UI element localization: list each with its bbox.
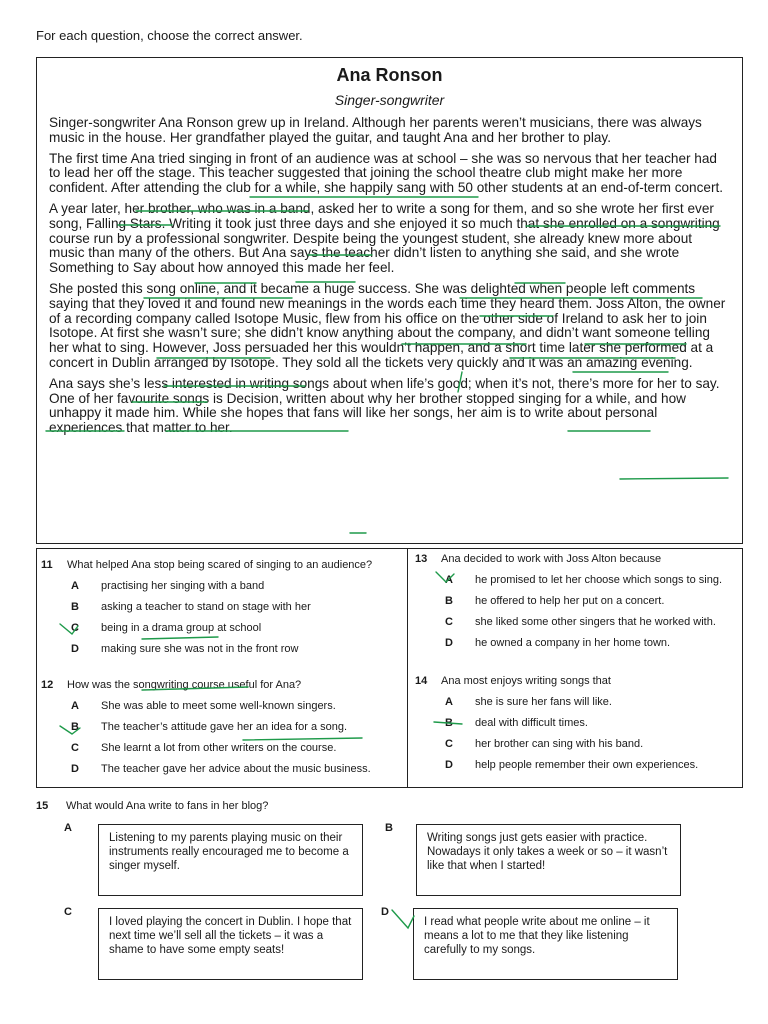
option-text: she liked some other singers that he worked with. xyxy=(475,616,716,628)
option-letter: C xyxy=(71,742,79,754)
question-number: 11 xyxy=(41,559,53,571)
option-a[interactable] xyxy=(415,574,722,586)
option-text: practising her singing with a band xyxy=(101,580,265,592)
option-text: help people remember their own experiences. xyxy=(475,759,699,771)
card-letter-a: A xyxy=(64,822,72,834)
option-text: he promised to let her choose which songs to sing. xyxy=(475,574,723,586)
card-letter-d: D xyxy=(381,906,389,918)
article-paragraph-3: A year later, her brother, who was in a band, asked her to write a song for them, and so she wrote her first ever song, Falling Stars. Writing it took just three days and she enjoyed it so much that she enrolled on a songwriting course run by a professional songwriter. Despite being the youngest student, she already knew more about music than many of the others. But Ana says the teacher didn’t listen to anything she said, and she wrote Something to Say about how annoyed this made her feel. xyxy=(49,200,720,276)
question-text: What would Ana write to fans in her blog? xyxy=(66,800,269,812)
option-letter: A xyxy=(71,580,79,592)
option-letter: A xyxy=(445,696,453,708)
option-d[interactable] xyxy=(415,759,698,771)
article-paragraph-1: Singer-songwriter Ana Ronson grew up in Ireland. Although her parents weren’t musicians, there was always music in the house. Her grandfather played the guitar, and taught Ana and her brother to play. xyxy=(49,115,702,145)
question-number: 14 xyxy=(415,675,428,687)
option-text: he offered to help her put on a concert. xyxy=(475,595,665,607)
answer-card-c[interactable]: I loved playing the concert in Dublin. I hope that next time we’ll sell all the tickets – it was a shame to have some empty seats! xyxy=(98,908,363,980)
card-letter-c: C xyxy=(64,906,72,918)
article-subtitle: Singer-songwriter xyxy=(334,92,445,108)
option-b[interactable] xyxy=(41,721,371,733)
option-text: She was able to meet some well-known singers. xyxy=(101,700,336,712)
option-a[interactable] xyxy=(415,696,698,708)
question-text: What helped Ana stop being scared of singing to an audience? xyxy=(67,559,373,571)
answer-card-a[interactable]: Listening to my parents playing music on their instruments really encouraged me to become a singer myself. xyxy=(98,824,363,896)
question-13 xyxy=(415,553,722,649)
option-letter: D xyxy=(445,637,453,649)
option-c[interactable] xyxy=(415,616,722,628)
option-letter: D xyxy=(445,759,453,771)
option-letter: C xyxy=(71,622,79,634)
option-c[interactable] xyxy=(415,738,698,750)
option-text: She learnt a lot from other writers on the course. xyxy=(101,742,337,754)
option-text: making sure she was not in the front row xyxy=(101,643,299,655)
question-text: Ana decided to work with Joss Alton because xyxy=(441,553,662,565)
article-paragraph-5: Ana says she’s less interested in writing songs about when life’s good; when it’s not, there’s more for her to say. One of her favourite songs is Decision, written about why her brother stopped singing for a while, and how unhappy it made him. While she hopes that fans will like her songs, her aim is to write about personal experiences that matter to her. xyxy=(49,375,720,436)
option-letter: C xyxy=(445,616,453,628)
option-letter: B xyxy=(71,601,79,613)
question-11 xyxy=(41,559,372,655)
option-letter: A xyxy=(445,574,453,586)
question-number: 12 xyxy=(41,679,54,691)
option-d[interactable] xyxy=(415,637,722,649)
option-b[interactable] xyxy=(415,595,722,607)
question-12 xyxy=(41,679,371,775)
option-text: he owned a company in her home town. xyxy=(475,637,671,649)
article-paragraph-2: The first time Ana tried singing in front of an audience was at school – she was so nervous that her teacher had to lead her off the stage. This teacher suggested that joining the school theatre club might make her more confident. After attending the club for a while, she happily sang with 50 other students at an end-of-term concert. xyxy=(49,150,724,196)
option-text: being in a drama group at school xyxy=(101,622,262,634)
question-15 xyxy=(36,800,268,812)
option-b[interactable] xyxy=(41,601,372,613)
option-letter: A xyxy=(71,700,79,712)
answer-card-b[interactable]: Writing songs just gets easier with practice. Nowadays it only takes a week or so – it wasn’t like that when I started! xyxy=(416,824,681,896)
option-b[interactable] xyxy=(415,717,698,729)
option-text: asking a teacher to stand on stage with her xyxy=(101,601,311,613)
option-c[interactable] xyxy=(41,742,371,754)
option-text: The teacher’s attitude gave her an idea for a song. xyxy=(101,721,348,733)
option-text: The teacher gave her advice about the music business. xyxy=(101,763,371,775)
answer-card-d[interactable]: I read what people write about me online – it means a lot to me that they like listening carefully to my songs. xyxy=(413,908,678,980)
questions-grid xyxy=(36,548,743,788)
option-letter: C xyxy=(445,738,453,750)
option-c[interactable] xyxy=(41,622,372,634)
option-text: her brother can sing with his band. xyxy=(475,738,644,750)
option-a[interactable] xyxy=(41,700,371,712)
option-letter: B xyxy=(445,595,453,607)
option-text: deal with difficult times. xyxy=(475,717,588,729)
check-mark xyxy=(392,910,414,928)
option-d[interactable] xyxy=(41,643,372,655)
article-paragraph-4: She posted this song online, and it became a huge success. She was delighted when people left comments saying that they loved it and found new meanings in the words each time they heard them. Joss Alton, the owner of a recording company called Isotope Music, flew from his office on the other side of Ireland to ask her to join Isotope. At first she wasn’t sure; she didn’t know anything about the company, and didn’t want someone telling her what to sing. However, Joss persuaded her this wouldn’t happen, and a short time later she performed at a concert in Dublin arranged by Isotope. They sold all the tickets very quickly and it was an amazing evening. xyxy=(49,280,726,370)
card-letter-b: B xyxy=(385,822,393,834)
option-text: she is sure her fans will like. xyxy=(475,696,612,708)
question-number: 13 xyxy=(415,553,428,565)
option-letter: D xyxy=(71,643,79,655)
option-a[interactable] xyxy=(41,580,372,592)
option-letter: B xyxy=(71,721,79,733)
question-text: How was the songwriting course useful for Ana? xyxy=(67,679,302,691)
option-d[interactable] xyxy=(41,763,371,775)
question-14 xyxy=(415,675,698,771)
option-letter: D xyxy=(71,763,79,775)
instructions: For each question, choose the correct answer. xyxy=(36,28,303,43)
question-number: 15 xyxy=(36,800,49,812)
article-title: Ana Ronson xyxy=(336,65,443,85)
option-letter: B xyxy=(445,717,453,729)
column-divider xyxy=(407,549,408,787)
question-text: Ana most enjoys writing songs that xyxy=(441,675,611,687)
article-box xyxy=(36,57,743,544)
